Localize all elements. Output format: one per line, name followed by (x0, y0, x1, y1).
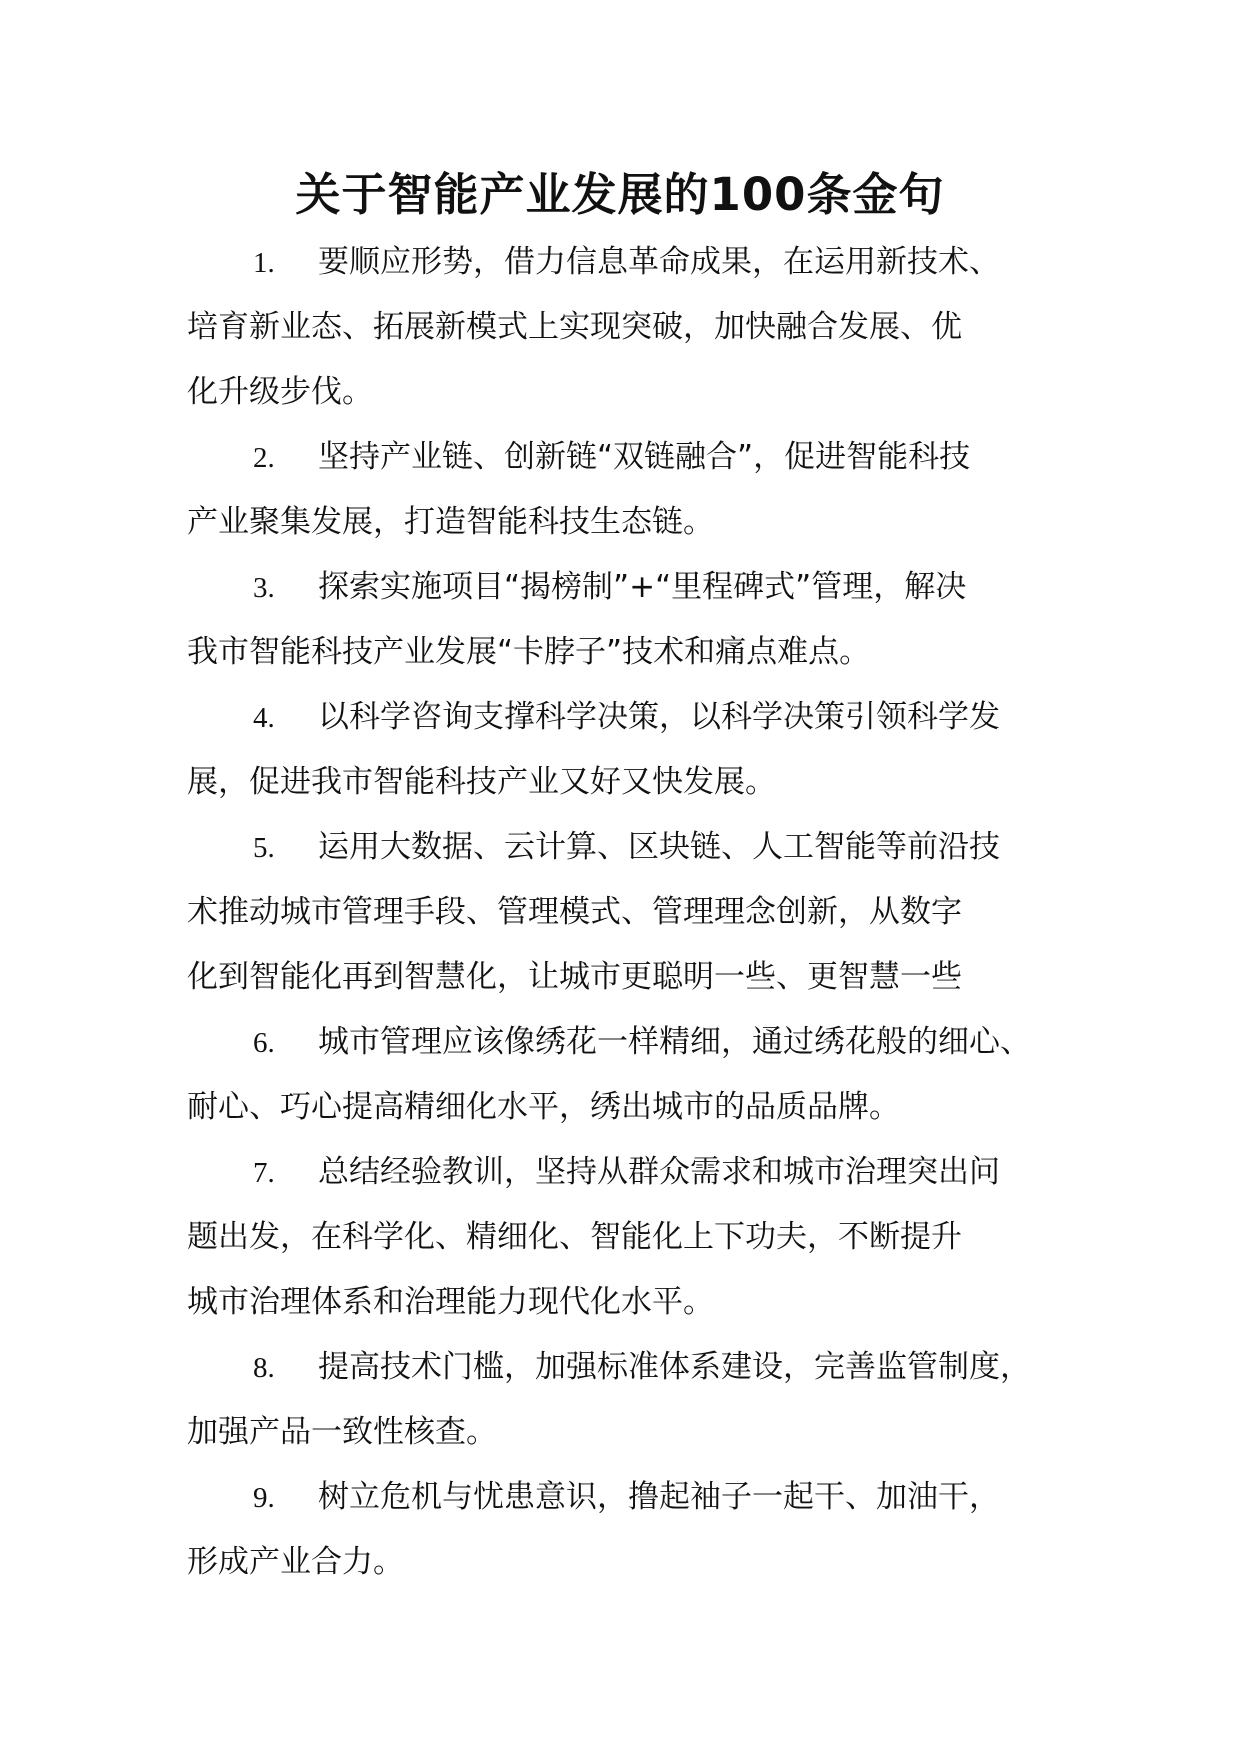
item-first-line (187, 1335, 1087, 1400)
item-number: 2. (253, 442, 275, 474)
item-text: 运用大数据、云计算、区块链、人工智能等前沿技 (318, 829, 1000, 865)
item-number: 1. (253, 247, 275, 279)
item-text: 探索实施项目“揭榜制”+“里程碑式”管理，解决 (318, 569, 967, 605)
item-text: 培育新业态、拓展新模式上实现突破，加快融合发展、优 (187, 309, 962, 345)
item-text: 化到智能化再到智慧化，让城市更聪明一些、更智慧一些 (187, 959, 962, 995)
item-text: 树立危机与忧患意识，撸起袖子一起干、加油干， (318, 1479, 1000, 1515)
list-item (187, 1010, 1087, 1140)
item-number: 8. (253, 1352, 275, 1384)
item-text: 总结经验教训，坚持从群众需求和城市治理突出问 (318, 1154, 1000, 1190)
item-text: 形成产业合力。 (187, 1544, 404, 1580)
item-first-line (187, 1010, 1087, 1075)
item-text: 加强产品一致性核查。 (187, 1414, 497, 1450)
item-text: 展，促进我市智能科技产业又好又快发展。 (187, 764, 776, 800)
item-text: 坚持产业链、创新链“双链融合”，促进智能科技 (318, 439, 971, 475)
document-title: 关于智能产业发展的100条金句 (295, 168, 945, 221)
item-number: 5. (253, 832, 275, 864)
list-item (187, 1335, 1087, 1465)
item-text: 以科学咨询支撑科学决策，以科学决策引领科学发 (318, 699, 1000, 735)
list-item (187, 230, 1087, 425)
item-text: 城市管理应该像绣花一样精细，通过绣花般的细心、 (318, 1024, 1031, 1060)
list-item (187, 425, 1087, 555)
list-item (187, 1140, 1087, 1335)
item-text: 术推动城市管理手段、管理模式、管理理念创新，从数字 (187, 894, 962, 930)
list-item (187, 815, 1087, 1010)
item-text: 产业聚集发展，打造智能科技生态链。 (187, 504, 714, 540)
item-number: 3. (253, 572, 275, 604)
item-text: 要顺应形势，借力信息革命成果，在运用新技术、 (318, 244, 1000, 280)
item-text: 化升级步伐。 (187, 374, 373, 410)
item-first-line (187, 555, 1087, 620)
list-item (187, 555, 1087, 685)
item-first-line (187, 425, 1087, 490)
item-text: 城市治理体系和治理能力现代化水平。 (187, 1284, 714, 1320)
item-number: 9. (253, 1482, 275, 1514)
item-text: 我市智能科技产业发展“卡脖子”技术和痛点难点。 (187, 634, 871, 670)
item-number: 4. (253, 702, 275, 734)
item-first-line (187, 815, 1087, 880)
item-number: 7. (253, 1157, 275, 1189)
item-first-line (187, 1465, 1087, 1530)
item-text: 题出发，在科学化、精细化、智能化上下功夫，不断提升 (187, 1219, 962, 1255)
list-item (187, 1465, 1087, 1595)
item-text: 提高技术门槛，加强标准体系建设，完善监管制度， (318, 1349, 1031, 1385)
item-text: 耐心、巧心提高精细化水平，绣出城市的品质品牌。 (187, 1089, 900, 1125)
item-list (187, 230, 1087, 1595)
item-first-line (187, 1140, 1087, 1205)
item-first-line (187, 685, 1087, 750)
list-item (187, 685, 1087, 815)
item-number: 6. (253, 1027, 275, 1059)
item-first-line (187, 230, 1087, 295)
